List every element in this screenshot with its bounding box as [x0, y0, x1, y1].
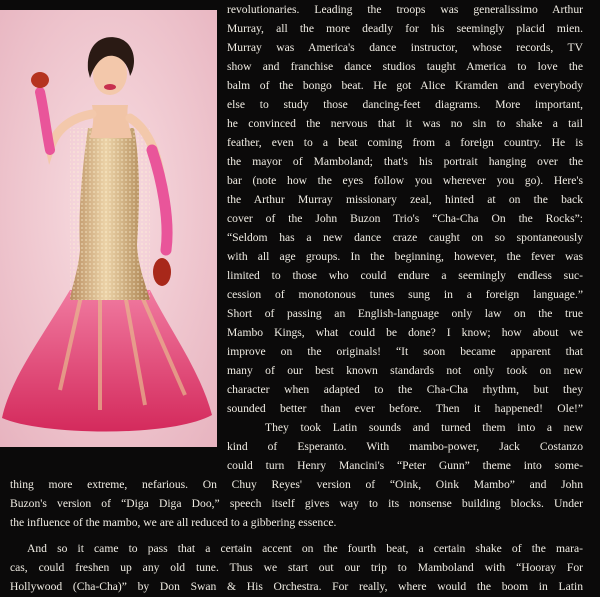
text-line: could turn Henry Mancini's “Peter Gunn” theme into some- — [227, 459, 583, 472]
text-line: the Arthur Murray missionary zeal, hinted at on the back — [227, 193, 583, 206]
text-line: character when adapted to the Cha-Cha rhythm, but they — [227, 383, 583, 396]
text-line: the influence of the mambo, we are all reduced to a gibbering essence. — [10, 516, 337, 529]
text-line: bar (note how the eyes follow you wherever you go). Here's — [227, 174, 583, 187]
text-line: he convinced the nervous that it was no sin to shake a tail — [227, 117, 583, 130]
text-line: feather, even to a beat coming from a foreign country. He is — [227, 136, 583, 149]
photo-dancer — [0, 10, 217, 447]
text-line: sounded better than ever before. Then it happened! Ole!” — [227, 402, 583, 415]
text-line: the mayor of Mamboland; that's his portrait hanging over the — [227, 155, 583, 168]
text-line: “Seldom has a new dance craze caught on so spontaneously — [227, 231, 583, 244]
text-line: thing more extreme, nefarious. On Chuy Reyes' version of “Oink, Oink Mambo” and John — [10, 478, 583, 491]
text-line: Murray was America's dance instructor, whose records, TV — [227, 41, 583, 54]
text-line: cover of the John Buzon Trio's “Cha-Cha On the Rocks”: — [227, 212, 583, 225]
paragraph-start-line: And so it came to pass that a certain accent on the fourth beat, a certain shake of the mara- — [27, 542, 583, 555]
text-line: with all age groups. In the beginning, however, the fever was — [227, 250, 583, 263]
text-line: many of our best known standards not only took on new — [227, 364, 583, 377]
text-line: revolutionaries. Leading the troops was generalissimo Arthur — [227, 3, 583, 16]
text-line: Hollywood (Cha-Cha)” by Don Swan & His Orchestra. For really, where would the boom in Latin — [10, 580, 583, 593]
text-line: limited to those who could endure a seemingly endless suc- — [227, 269, 583, 282]
text-line: show and franchise dance studios taught America to love the — [227, 60, 583, 73]
text-line: cas, could freshen up any old tune. Thus we start out our trip to Mamboland with “Hooray For — [10, 561, 583, 574]
text-line: Short of passing an English-language only law on the true — [227, 307, 583, 320]
dancer-illustration — [0, 10, 217, 447]
text-line: Murray, all the more deadly for his seemingly placid mien. — [227, 22, 583, 35]
text-line: cession of monotonous tunes sung in a foreign language.” — [227, 288, 583, 301]
paragraph-start-line: They took Latin sounds and turned them into a new — [265, 421, 583, 434]
text-line: balm of the bongo beat. He got Alice Kramden and everybody — [227, 79, 583, 92]
text-line: Mambo Kings, what could be done? I know; how about we — [227, 326, 583, 339]
text-line: else to study those dancing-feet diagrams. More important, — [227, 98, 583, 111]
text-line: improve on the originals! “It soon became apparent that — [227, 345, 583, 358]
text-line: Buzon's version of “Diga Diga Doo,” speech itself gives way to its nonsense building blocks. Under — [10, 497, 583, 510]
text-line: kind of Esperanto. With mambo-power, Jack Costanzo — [227, 440, 583, 453]
